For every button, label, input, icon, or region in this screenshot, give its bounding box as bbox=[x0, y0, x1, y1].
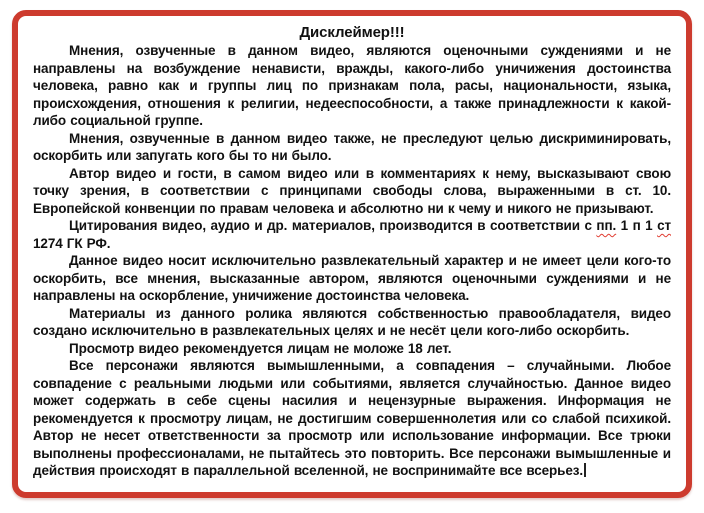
disclaimer-paragraph-entertainment: Данное видео носит исключительно развлекательный характер и не имеет цели кого-то оскорбить, все мнения, высказанные автором, являются оценочными суждениями и не направлены на оскорбление, уничижение достоинства человека. bbox=[33, 253, 671, 303]
fictional-text: Все персонажи являются вымышленными, а совпадения – случайными. Любое совпадение с реальными людьми или событиями, является случайностью. Данное видео может содержать в себе сцены насилия и нецензурные выражения. Информация не рекомендуется к просмотру лицам, не достигшим совершеннолетия или со слабой психикой. Автор не несет ответственности за просмотр или использование информации. Все трюки выполнены профессионалами, не пытайтесь это повторить. Все персонажи вымышленные и действия происходят в параллельной вселенной, не воспринимайте все всерьез. bbox=[33, 358, 671, 478]
disclaimer-paragraph-opinions: Мнения, озвученные в данном видео, являются оценочными суждениями и не направлены на возбуждение ненависти, вражды, какого-либо уничижения достоинства человека, равно как и группы лиц по признакам пола, расы, национальности, языка, происхождения, отношения к религии, недееспособности, а также принадлежности к какой-либо социальной группе. bbox=[33, 43, 671, 128]
spellcheck-word-st: ст bbox=[657, 218, 671, 233]
disclaimer-title: Дисклеймер!!! bbox=[299, 24, 405, 41]
spellcheck-word-pp: пп. bbox=[596, 218, 617, 233]
citation-text-2: 1 п 1 bbox=[616, 218, 658, 233]
disclaimer-frame bbox=[12, 10, 692, 498]
text-cursor bbox=[584, 463, 586, 477]
disclaimer-paragraph-fictional bbox=[33, 357, 671, 480]
disclaimer-paragraph-copyright: Материалы из данного ролика являются собственностью правообладателя, видео создано исключительно в развлекательных целях и не несёт цели кого-либо оскорбить. bbox=[33, 305, 671, 338]
disclaimer-paragraph-free-speech: Автор видео и гости, в самом видео или в комментариях к нему, высказывают свою точку зрения, в соответствии с принципами свободы слова, выраженными в ст. 10. Европейской конвенции по правам человека и абсолютно ни к чему и никого не призывают. bbox=[33, 165, 671, 216]
citation-text-3: 1274 ГК РФ. bbox=[33, 235, 111, 251]
disclaimer-paragraph-no-discrimination: Мнения, озвученные в данном видео также, не преследуют целью дискриминировать, оскорбить или запугать кого бы то ни было. bbox=[33, 130, 671, 163]
citation-text-1: Цитирования видео, аудио и др. материалов, производится в соответствии с bbox=[69, 218, 597, 233]
disclaimer-paragraph-age-limit: Просмотр видео рекомендуется лицам не моложе 18 лет. bbox=[69, 340, 452, 356]
disclaimer-paragraph-citation bbox=[33, 217, 671, 252]
